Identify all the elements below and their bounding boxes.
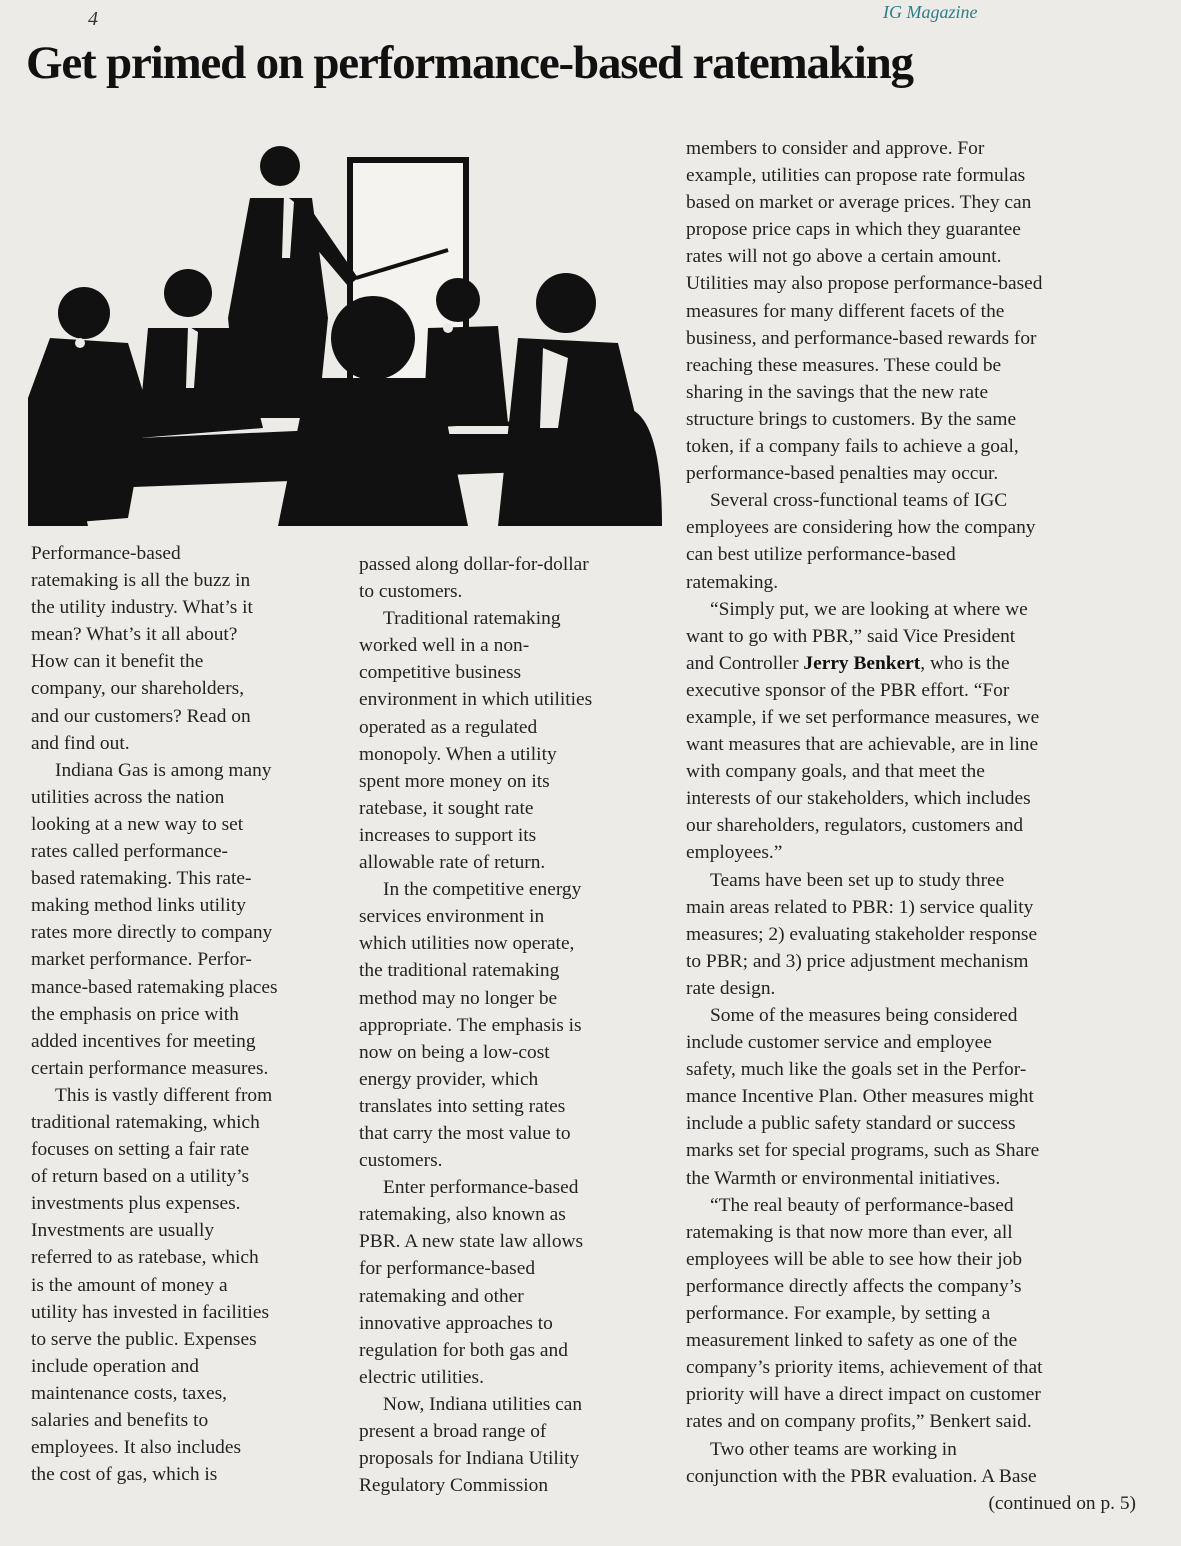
article-column-2 [359,551,664,1499]
paragraph: Enter performance-based ratemaking, also known as PBR. A new state law allows for performance-based ratemaking and other innovative approaches to regulation for both gas and electric utilities. [359,1177,584,1388]
paragraph: In the competitive energy services environment in which utilities now operate, the traditional ratemaking method may no longer be appropriate. The emphasis is now on being a low-cost energy provider, which translates into setting rates that carry the most value to customers. [359,879,582,1172]
page-number: 4 [88,8,98,30]
quote-paragraph [686,596,1146,867]
paragraph: Teams have been set up to study three main areas related to PBR: 1) service quality measures; 2) evaluating stakeholder response to PBR; and 3) price adjustment mechanism rate design. [686,869,1038,999]
paragraph: Two other teams are working in conjunction with the PBR evaluation. A Base [686,1438,1037,1487]
paragraph: Performance-based ratemaking is all the buzz in the utility industry. What’s it mean? What’s it all about? How can it benefit the company, our shareholders, and our customers? Read on and find out. [31,543,253,754]
publication-name: IG Magazine [883,2,978,22]
paragraph-text: “Simply put, we are looking at where we want to go with PBR,” said Vice President and Controller [686,598,1028,674]
article-column-1 [31,540,341,1488]
person-name: Jerry Benkert [803,652,921,674]
paragraph: members to consider and approve. For example, utilities can propose rate formulas based on market or average prices. They can propose price caps in which they guarantee rates will not go above a certain amount. Utilities may also propose performance-based measures for many different facets of the business, and performance-based rewards for reaching these measures. These could be sharing in the savings that the new rate structure brings to customers. By the same token, if a company fails to achieve a goal, performance-based penalties may occur. [686,138,1043,485]
paragraph: This is vastly different from traditional ratemaking, which focuses on setting a fair rate of return based on a utility’s investments plus expenses. Investments are usually referred to as ratebase, which is the amount of money a utility has invested in facilities to serve the public. Expenses include operation and maintenance costs, taxes, salaries and benefits to employees. It also includes the cost of gas, which is [31,1084,273,1486]
paragraph: Now, Indiana utilities can present a broad range of proposals for Indiana Utility Regulatory Commission [359,1393,583,1497]
paragraph: Traditional ratemaking worked well in a non- competitive business environment in which utilities operated as a regulated monopoly. When a utility spent more money on its ratebase, it sought rate increases to support its allowable rate of return. [359,608,593,874]
paragraph-text: , who is the executive sponsor of the PBR effort. “For example, if we set performance measures, we want measures that are achievable, are in line with company goals, and that meet the interests of our stakeholders, which includes our shareholders, regulators, customers and employees.” [686,652,1040,864]
paragraph: Several cross-functional teams of IGC employees are considering how the company can best utilize performance-based ratemaking. [686,490,1036,593]
article-column-3 [686,135,1146,1517]
paragraph: Indiana Gas is among many utilities across the nation looking at a new way to set rates called performance- based ratemaking. This rate- making method links utility rates more directly to company market performance. Perfor- mance-based ratemaking places the emphasis on price with added incentives for meeting certain performance measures. [31,759,278,1079]
paragraph: “The real beauty of performance-based ratemaking is that now more than ever, all employees will be able to see how their job performance directly affects the company’s performance. For example, by setting a measurement linked to safety as one of the company’s priority items, achievement of that priority will have a direct impact on customer rates and on company profits,” Benkert said. [686,1194,1043,1433]
paragraph: passed along dollar-for-dollar to customers. [359,554,589,603]
business-meeting-silhouette-icon [28,138,662,526]
paragraph: Some of the measures being considered include customer service and employee safety, much like the goals set in the Perfor- mance Incentive Plan. Other measures might include a public safety standard or success marks set for special programs, such as Share the Warmth or environmental initiatives. [686,1005,1040,1189]
article-title: Get primed on performance-based ratemaking [26,37,913,89]
continued-note: (continued on p. 5) [988,1492,1136,1514]
